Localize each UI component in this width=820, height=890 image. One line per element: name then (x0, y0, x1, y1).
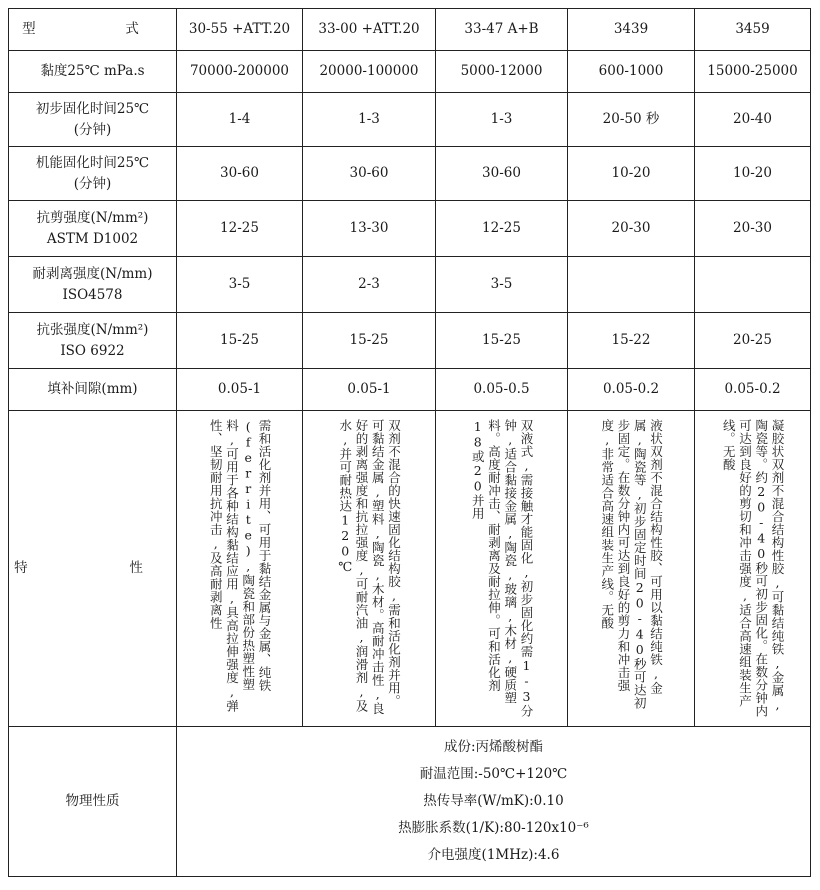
value-cell: 15000-25000 (695, 51, 811, 93)
physical-properties (177, 727, 811, 877)
value-cell (568, 257, 695, 313)
value-cell: 600-1000 (568, 51, 695, 93)
feature-cell (303, 411, 436, 727)
value-cell: 20-40 (695, 93, 811, 147)
feature-cell (695, 411, 811, 727)
model-header: 3439 (568, 9, 695, 51)
value-cell: 15-25 (303, 313, 436, 369)
value-cell: 0.05-0.5 (436, 369, 568, 411)
value-cell: 30-60 (436, 147, 568, 201)
physical-property-line: 耐温范围:-50℃+120℃ (419, 766, 568, 782)
row-label (9, 257, 177, 313)
header-row (9, 9, 811, 51)
spec-row (9, 257, 811, 313)
value-cell: 0.05-0.2 (695, 369, 811, 411)
spec-row (9, 369, 811, 411)
spec-row (9, 51, 811, 93)
row-label-line: (分钟) (73, 121, 112, 138)
value-cell: 5000-12000 (436, 51, 568, 93)
value-cell: 13-30 (303, 201, 436, 257)
row-label (9, 369, 177, 411)
row-label-line: ASTM D1002 (46, 230, 139, 247)
value-cell: 0.05-1 (303, 369, 436, 411)
value-cell: 20-25 (695, 313, 811, 369)
features-label: 特 性 (9, 411, 177, 727)
spec-table-wrapper (8, 8, 811, 877)
row-label-line: 机能固化时间25℃ (35, 154, 150, 171)
value-cell: 15-22 (568, 313, 695, 369)
feature-text: 需和活化剂并用、可用于黏结金属与金属、纯铁(ferrite),陶瓷和部份热塑性塑料,可用于各种结构黏结应用,具高拉伸强度,弹性、坚韧耐用抗冲击,及高耐剥离性 (208, 419, 272, 713)
value-cell: 2-3 (303, 257, 436, 313)
row-label-line: 抗剪强度(N/mm²) (36, 209, 149, 226)
value-cell: 20-50 秒 (568, 93, 695, 147)
value-cell: 15-25 (436, 313, 568, 369)
value-cell: 20000-100000 (303, 51, 436, 93)
spec-row (9, 93, 811, 147)
row-label (9, 201, 177, 257)
value-cell: 20-30 (568, 201, 695, 257)
physical-property-line: 热膨胀系数(1/K):80-120x10⁻⁶ (398, 820, 589, 836)
value-cell: 30-60 (177, 147, 303, 201)
row-label (9, 93, 177, 147)
value-cell: 0.05-1 (177, 369, 303, 411)
physical-property-line: 介电强度(1MHz):4.6 (427, 847, 560, 863)
value-cell: 3-5 (177, 257, 303, 313)
model-header: 3459 (695, 9, 811, 51)
physical-property-line: 热传导率(W/mK):0.10 (423, 793, 564, 809)
value-cell (695, 257, 811, 313)
row-label-line: 耐剥离强度(N/mm) (32, 265, 153, 282)
value-cell: 3-5 (436, 257, 568, 313)
value-cell: 15-25 (177, 313, 303, 369)
row-label-line: 抗张强度(N/mm²) (36, 321, 149, 338)
value-cell: 10-20 (695, 147, 811, 201)
spec-row (9, 313, 811, 369)
physical-property-line: 成份:丙烯酸树酯 (443, 739, 544, 755)
value-cell: 12-25 (177, 201, 303, 257)
row-label-line: ISO4578 (62, 286, 123, 303)
feature-cell (568, 411, 695, 727)
value-cell: 0.05-0.2 (568, 369, 695, 411)
spec-row (9, 201, 811, 257)
value-cell: 12-25 (436, 201, 568, 257)
row-label-line: 黏度25℃ mPa.s (40, 63, 145, 80)
physical-label: 物理性质 (9, 727, 177, 877)
feature-cell (177, 411, 303, 727)
feature-cell (436, 411, 568, 727)
spec-table (8, 8, 811, 877)
physical-row (9, 727, 811, 877)
value-cell: 10-20 (568, 147, 695, 201)
feature-text: 凝胶状双剂不混合结构性胶,可黏结纯铁,金属,陶瓷等。约20-40秒可初步固化。在数分钟内可达到良好的剪切和冲击强度,适合高速组装生产线。无酸 (721, 419, 785, 718)
value-cell: 70000-200000 (177, 51, 303, 93)
model-header: 30-55 +ATT.20 (177, 9, 303, 51)
row-label-line: 填补间隙(mm) (47, 381, 138, 398)
row-label (9, 313, 177, 369)
value-cell: 1-4 (177, 93, 303, 147)
row-label-line: (分钟) (73, 175, 112, 192)
model-header: 33-47 A+B (436, 9, 568, 51)
row-label (9, 51, 177, 93)
spec-row (9, 147, 811, 201)
row-label (9, 147, 177, 201)
model-header: 33-00 +ATT.20 (303, 9, 436, 51)
value-cell: 1-3 (436, 93, 568, 147)
value-cell: 20-30 (695, 201, 811, 257)
type-header: 型 式 (9, 9, 177, 51)
feature-text: 液状双剂不混合结构性胶、可用以黏结纯铁,金属,陶瓷等,初步固定时间20-40秒可达初步固定。在数分钟内可达到良好的剪力和冲击强度,非常适合高速组装生产线。无酸 (599, 419, 664, 710)
value-cell: 30-60 (303, 147, 436, 201)
feature-text: 双剂不混合的快速固化结构胶,需和活化剂并用。可黏结金属,塑料,陶瓷,木材。高耐冲击性,良好的剥离强度和抗拉强度,可耐汽油,润滑剂,及水,并可耐热达120℃ (337, 419, 402, 715)
feature-text: 双液式,需接触才能固化,初步固化约需1-3分钟,适合黏接金属,陶瓷,玻璃,木材,硬质塑料。高度耐冲击、耐剥离及耐拉伸。可和活化剂18或20并用 (470, 419, 534, 718)
features-row (9, 411, 811, 727)
row-label-line: ISO 6922 (60, 342, 125, 359)
row-label-line: 初步固化时间25℃ (35, 100, 150, 117)
value-cell: 1-3 (303, 93, 436, 147)
